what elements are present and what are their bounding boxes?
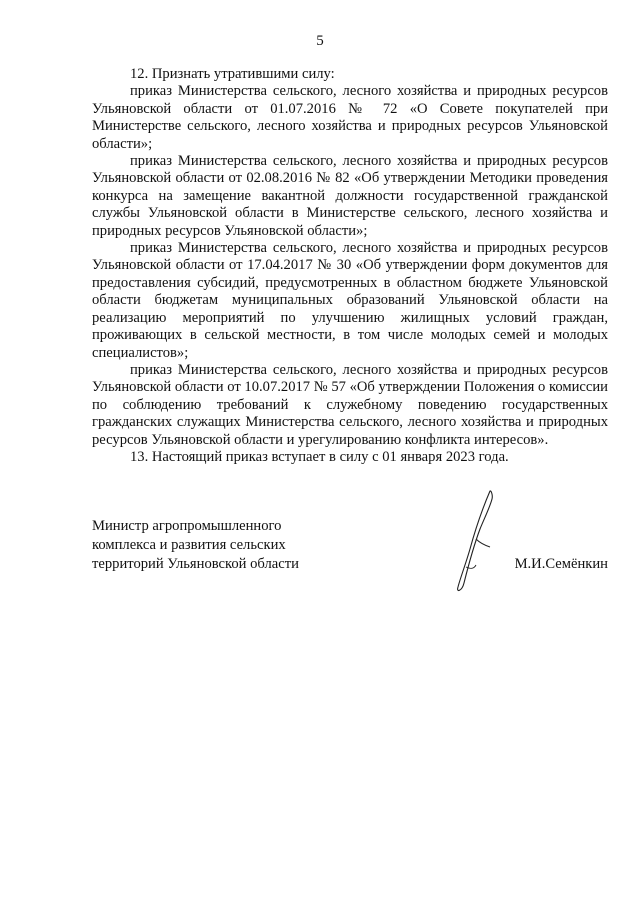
signer-position [92,517,352,574]
document-body [92,66,608,466]
paragraph-order-57: приказ Министерства сельского, лесного хозяйства и природных ресурсов Ульяновской области от 10.07.2017 № 57 «Об утверждении Положения о комиссии по соблюдению требований к служебному поведению государственных гражданских служащих Министерства сельского, лесного хозяйства и природных ресурсов Ульяновской области и урегулированию конфликта интересов». [92,361,608,448]
paragraph-item-13: 13. Настоящий приказ вступает в силу с 01 января 2023 года. [130,448,509,465]
paragraph-order-30: приказ Министерства сельского, лесного хозяйства и природных ресурсов Ульяновской области от 17.04.2017 № 30 «Об утверждении форм документов для предоставления субсидий, предусмотренных в областном бюджете Ульяновской области бюджетам муниципальных образований Ульяновской области на реализацию мероприятий по улучшению жилищных условий граждан, проживающих в сельской местности, в том числе молодых семей и молодых специалистов»; [92,240,608,361]
signer-name: М.И.Семёнкин [514,556,608,572]
signer-position-line: комплекса и развития сельских [92,537,286,553]
paragraph-item-12: 12. Признать утратившими силу: [130,66,335,82]
page-number: 5 [316,33,324,49]
paragraph-order-82: приказ Министерства сельского, лесного хозяйства и природных ресурсов Ульяновской области от 02.08.2016 № 82 «Об утверждении Методики проведения конкурса на замещение вакантной должности государственной гражданской службы Ульяновской области в Министерстве сельского, лесного хозяйства и природных ресурсов Ульяновской области»; [92,153,608,239]
paragraph-order-72: приказ Министерства сельского, лесного хозяйства и природных ресурсов Ульяновской области от 01.07.2016 № 72 «О Совете покупателей при Министерстве сельского, лесного хозяйства и природных ресурсов Ульяновской области»; [92,83,608,152]
signature-block [92,517,608,607]
signer-position-line: территорий Ульяновской области [92,556,299,572]
handwritten-signature [446,487,506,597]
signer-position-line: Министр агропромышленного [92,518,282,534]
